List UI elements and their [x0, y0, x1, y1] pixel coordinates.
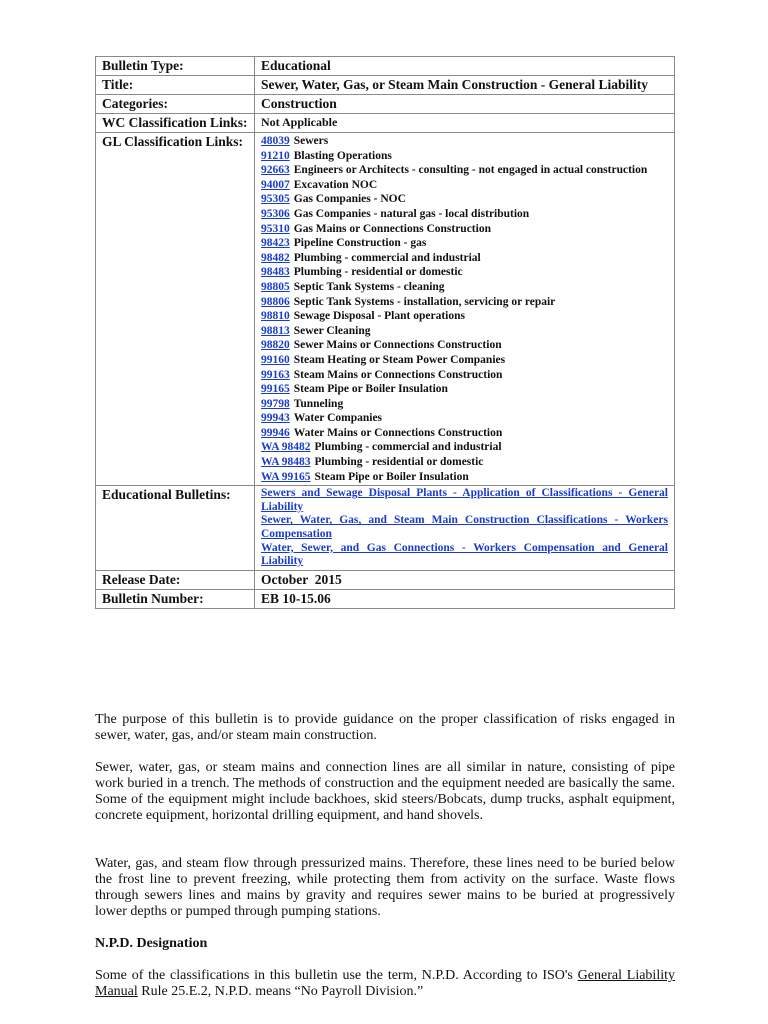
gl-code-link[interactable]: 98806 [261, 295, 290, 308]
gl-code-description: Plumbing - commercial and industrial [314, 441, 502, 454]
row-edu-bulletins [96, 486, 675, 571]
gl-code-description: Sewers [293, 135, 329, 147]
gl-code-link[interactable]: 99163 [261, 368, 290, 381]
wc-links-value: Not Applicable [255, 114, 675, 133]
gl-code-description: Steam Mains or Connections Construction [293, 368, 503, 381]
gl-code-description: Sewage Disposal - Plant operations [293, 310, 465, 323]
gl-link-item [261, 470, 668, 485]
gl-code-link[interactable]: 99798 [261, 397, 290, 410]
gl-link-item [261, 411, 668, 426]
wc-links-label: WC Classification Links: [96, 114, 255, 133]
gl-code-description: Plumbing - residential or domestic [293, 266, 463, 279]
bulletin-number-value: EB 10-15.06 [255, 589, 675, 608]
npd-text-end: Rule 25.E.2, N.P.D. means “No Payroll Division.” [137, 984, 424, 999]
gl-code-description: Pipeline Construction - gas [293, 237, 427, 250]
npd-paragraph [95, 968, 675, 1000]
gl-code-link[interactable]: 98423 [261, 237, 290, 250]
bulletin-info-table [95, 56, 675, 609]
gl-links-label: GL Classification Links: [96, 133, 255, 486]
gl-code-link[interactable]: 92663 [261, 164, 290, 177]
row-categories [96, 95, 675, 114]
edu-bulletins-list [255, 486, 675, 571]
gl-link-item [261, 134, 668, 149]
gl-link-item [261, 280, 668, 295]
edu-bulletin-link[interactable]: Water, Sewer, and Gas Connections - Workers Compensation and General Liability [261, 541, 668, 568]
gl-link-item [261, 163, 668, 178]
categories-value: Construction [255, 95, 675, 114]
edu-bulletin-link[interactable]: Sewers and Sewage Disposal Plants - Application of Classifications - General Liability [261, 487, 668, 513]
gl-code-description: Gas Companies - NOC [293, 193, 406, 206]
gl-code-link[interactable]: 95305 [261, 193, 290, 206]
gl-code-link[interactable]: 98820 [261, 339, 290, 352]
gl-code-link[interactable]: 95310 [261, 222, 290, 235]
gl-code-link[interactable]: WA 98482 [261, 441, 311, 454]
gl-code-link[interactable]: 99160 [261, 353, 290, 366]
categories-label: Categories: [96, 95, 255, 114]
row-title [96, 76, 675, 95]
gl-code-description: Engineers or Architects - consulting - not engaged in actual construction [293, 164, 648, 177]
gl-code-description: Blasting Operations [293, 149, 392, 162]
edu-bulletin-link[interactable]: Sewer, Water, Gas, and Steam Main Construction Classifications - Workers Compensation [261, 514, 668, 541]
gl-code-link[interactable]: 91210 [261, 149, 290, 162]
gl-code-description: Water Companies [293, 412, 383, 425]
gl-code-description: Gas Companies - natural gas - local distribution [293, 207, 530, 220]
release-date-value: October 2015 [255, 570, 675, 589]
npd-heading: N.P.D. Designation [95, 936, 208, 951]
gl-link-item [261, 382, 668, 397]
edu-bulletins-label: Educational Bulletins: [96, 486, 255, 571]
gl-links-list [255, 133, 675, 486]
gl-manual-link[interactable]: General Liability Manual [95, 968, 675, 999]
gl-link-item [261, 397, 668, 412]
gl-code-link[interactable]: 98810 [261, 310, 290, 323]
gl-code-link[interactable]: WA 98483 [261, 456, 311, 469]
gl-link-item [261, 178, 668, 193]
gl-link-item [261, 309, 668, 324]
title-value: Sewer, Water, Gas, or Steam Main Construction - General Liability [255, 76, 675, 95]
gl-link-item [261, 236, 668, 251]
gl-code-link[interactable]: 98813 [261, 324, 290, 337]
gl-code-link[interactable]: 95306 [261, 207, 290, 220]
gl-code-link[interactable]: 99946 [261, 426, 290, 439]
gl-code-link[interactable]: 94007 [261, 178, 290, 191]
gl-link-item [261, 192, 668, 207]
gl-code-description: Gas Mains or Connections Construction [293, 222, 491, 235]
gl-code-description: Sewer Cleaning [293, 324, 371, 337]
equipment-paragraph: Sewer, water, gas, or steam mains and connection lines are all similar in nature, consisting of pipe work buried in a trench. The methods of construction and the equipment needed are basically the same. Some of the equipment might include backhoes, skid steers/Bobcats, dump trucks, asphalt equipment, concrete equipment, horizontal drilling equipment, and hand shovels. [95, 760, 675, 823]
gl-link-item [261, 455, 668, 470]
gl-code-link[interactable]: WA 99165 [261, 470, 311, 483]
gl-link-item [261, 353, 668, 368]
gl-code-description: Septic Tank Systems - installation, servicing or repair [293, 295, 556, 308]
gl-link-item [261, 368, 668, 383]
gl-link-item [261, 222, 668, 237]
gl-code-description: Sewer Mains or Connections Construction [293, 339, 502, 352]
gl-link-item [261, 265, 668, 280]
row-gl-links [96, 133, 675, 486]
gl-link-item [261, 440, 668, 455]
row-bulletin-number [96, 589, 675, 608]
npd-text-start: Some of the classifications in this bulletin use the term, N.P.D. According to ISO's [95, 968, 578, 983]
bulletin-type-value: Educational [255, 57, 675, 76]
gl-code-description: Steam Pipe or Boiler Insulation [293, 383, 448, 396]
gl-code-link[interactable]: 98482 [261, 251, 290, 264]
gl-code-description: Plumbing - commercial and industrial [293, 251, 481, 264]
gl-code-link[interactable]: 98483 [261, 266, 290, 279]
title-label: Title: [96, 76, 255, 95]
gl-code-link[interactable]: 98805 [261, 280, 290, 293]
gl-code-description: Steam Pipe or Boiler Insulation [314, 470, 469, 483]
pressurized-mains-paragraph: Water, gas, and steam flow through pressurized mains. Therefore, these lines need to be buried below the frost line to prevent freezing, while protecting them from activity on the surface. Waste flows through sewers lines and mains by gravity and requires sewer mains to be buried at progressively lower depths or pumped through pumping stations. [95, 856, 675, 919]
row-release-date [96, 570, 675, 589]
gl-link-item [261, 251, 668, 266]
gl-link-item [261, 295, 668, 310]
gl-code-description: Water Mains or Connections Construction [293, 426, 503, 439]
gl-code-description: Tunneling [293, 397, 344, 410]
gl-link-item [261, 149, 668, 164]
gl-code-description: Steam Heating or Steam Power Companies [293, 353, 506, 366]
gl-code-description: Septic Tank Systems - cleaning [293, 280, 445, 293]
bulletin-number-label: Bulletin Number: [96, 589, 255, 608]
gl-code-link[interactable]: 99165 [261, 383, 290, 396]
row-wc-links [96, 114, 675, 133]
gl-code-link[interactable]: 48039 [261, 135, 290, 147]
gl-link-item [261, 338, 668, 353]
gl-link-item [261, 207, 668, 222]
release-date-label: Release Date: [96, 570, 255, 589]
gl-link-item [261, 426, 668, 441]
bulletin-type-label: Bulletin Type: [96, 57, 255, 76]
gl-code-description: Excavation NOC [293, 178, 378, 191]
gl-code-description: Plumbing - residential or domestic [314, 456, 484, 469]
row-bulletin-type [96, 57, 675, 76]
gl-link-item [261, 324, 668, 339]
purpose-paragraph: The purpose of this bulletin is to provide guidance on the proper classification of risks engaged in sewer, water, gas, and/or steam main construction. [95, 712, 675, 743]
gl-code-link[interactable]: 99943 [261, 412, 290, 425]
